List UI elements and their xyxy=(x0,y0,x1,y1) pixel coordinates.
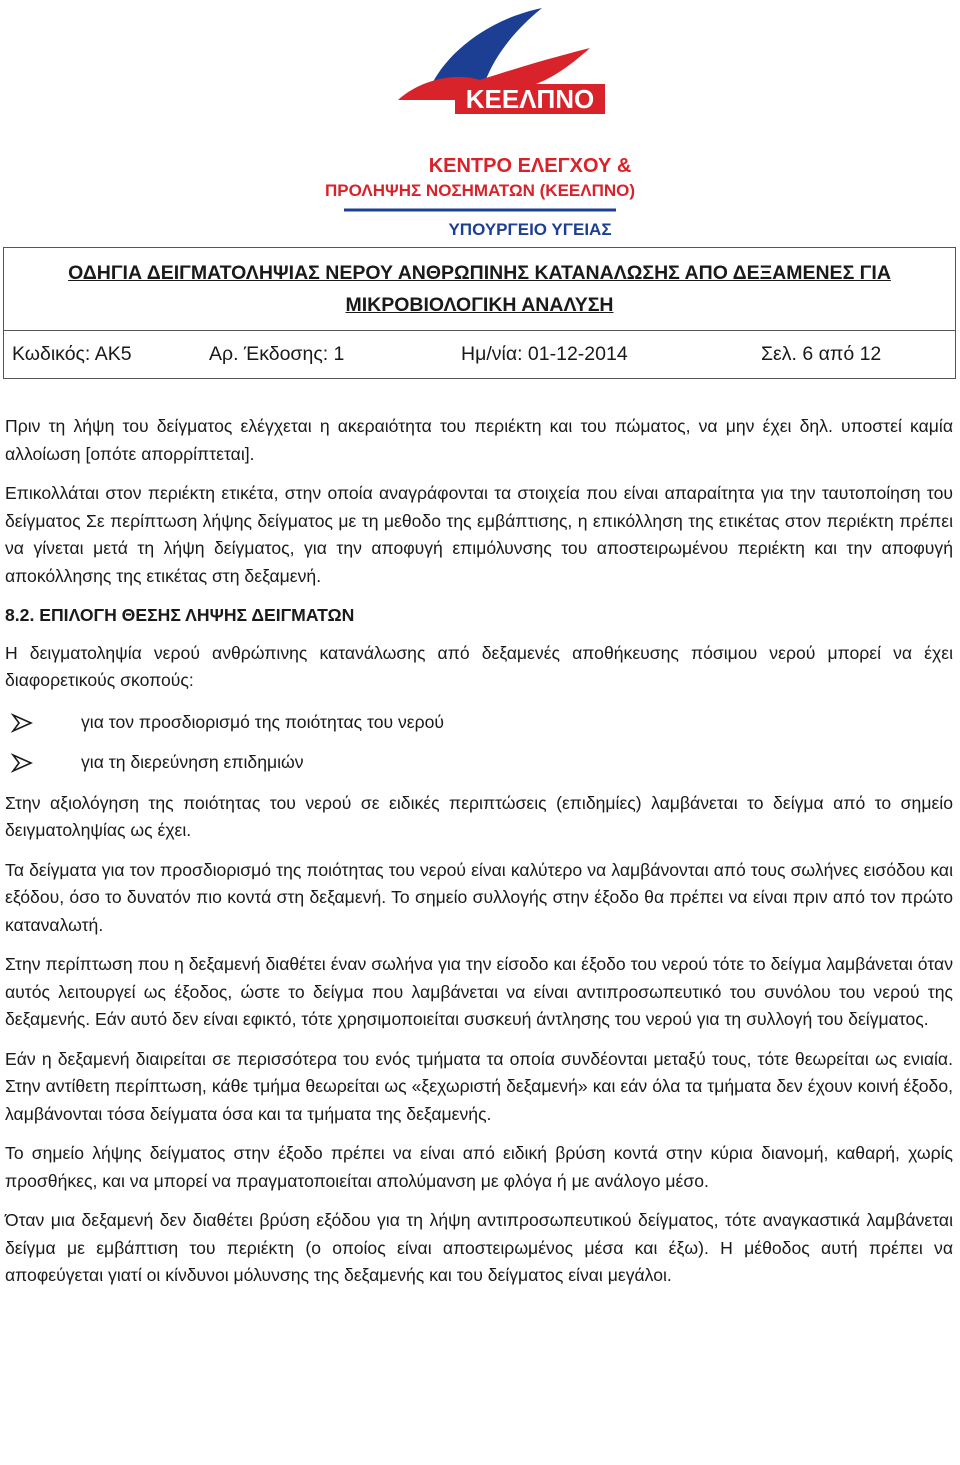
document-title-box xyxy=(3,247,956,331)
arrow-bullet-icon xyxy=(11,713,33,733)
paragraph-inlet-outlet: Τα δείγματα για τον προσδιορισμό της ποιότητας του νερού είναι καλύτερο να λαμβάνονται από τους σωλήνες εισόδου και εξόδου, όσο το δυνατόν πιο κοντά στη δεξαμενή. Το σημείο συλλογής στην έξοδο θα πρέπει να είναι πριν από τον πρώτο καταναλωτή. xyxy=(5,859,953,935)
paragraph-label: Επικολλάται στον περιέκτη ετικέτα, στην οποία αναγράφονται τα στοιχεία που είναι απαραίτητα για την ταυτοποίηση του δείγματος Σε περίπτωση λήψης δείγματος με τη μεθοδο της εμβάπτισης, η επικόλληση της ετικέτας στον περιέκτη πρέπει να γίνεται μετά τη λήψη δείγματος, για την αποφυγή επιμόλυνσης του αποστειρωμένου περιέκτη και την αποφυγή αποκόλλησης της ετικέτας στη δεξαμενή. xyxy=(5,483,953,586)
paragraph-immersion: Όταν μια δεξαμενή δεν διαθέτει βρύση εξόδου για τη λήψη αντιπροσωπευτικού δείγματος, τότε αναγκαστικά λαμβάνεται δείγμα με εμβάπτιση του περιέκτη (ο οποίος είναι αποστειρωμένος μέσα και έξω). Η μέθοδος αυτή πρέπει να αποφεύγεται γιατί οι κίνδυνοι μόλυνσης της δεξαμενής και του δείγματος είναι μεγάλοι. xyxy=(5,1210,953,1285)
page-number: Σελ. 6 από 12 xyxy=(761,343,882,365)
arrow-bullet-icon xyxy=(11,753,33,773)
keelpno-logo xyxy=(280,0,680,245)
document-title-line1: ΟΔΗΓΙΑ ΔΕΙΓΜΑΤΟΛΗΨΙΑΣ ΝΕΡΟΥ ΑΝΘΡΩΠΙΝΗΣ ΚΑΤΑΝΑΛΩΣΗΣ ΑΠΟ ΔΕΞΑΜΕΝΕΣ ΓΙΑ xyxy=(68,262,891,284)
document-meta-box xyxy=(3,331,956,379)
document-title-line2: ΜΙΚΡΟΒΙΟΛΟΓΙΚΗ ΑΝΑΛΥΣΗ xyxy=(345,294,614,316)
document-edition: Αρ. Έκδοσης: 1 xyxy=(209,343,345,365)
list-item-text: για τον προσδιορισμό της ποιότητας του νερού xyxy=(81,711,445,732)
paragraph-tap: Το σημείο λήψης δείγματος στην έξοδο πρέπει να είναι από ειδική βρύση κοντά στην κύρια διανομή, καθαρή, χωρίς προσθήκες, και να μπορεί να πραγματοποιείται απολύμανση με φλόγα ή με ανάλογο μέσο. xyxy=(5,1143,953,1191)
org-line2: ΠΡΟΛΗΨΗΣ ΝΟΣΗΜΑΤΩΝ (ΚΕΕΛΠΝΟ) xyxy=(324,181,636,200)
document-date: Ημ/νία: 01-12-2014 xyxy=(461,343,628,365)
paragraph-compartments: Εάν η δεξαμενή διαιρείται σε περισσότερα του ενός τμήματα τα οποία συνδέονται μεταξύ τους, τότε θεωρείται ως ενιαία. Στην αντίθετη περίπτωση, κάθε τμήμα θεωρείται ως «ξεχωριστή δεξαμενή» και εάν όλα τα τμήματα δεν έχουν κοινή έξοδο, λαμβάνονται τόσα δείγματα όσα και τα τμήματα της δεξαμενής. xyxy=(5,1048,953,1124)
list-item-text: για τη διερεύνηση επιδημιών xyxy=(81,752,304,772)
list-item xyxy=(5,709,953,737)
paragraph-epidemics: Στην αξιολόγηση της ποιότητας του νερού σε ειδικές περιπτώσεις (επιδημίες) λαμβάνεται το δείγμα από το σημείο δειγματοληψίας ως έχει. xyxy=(5,792,953,840)
brand-text: ΚΕΕΛΠΝΟ xyxy=(465,84,595,114)
paragraph-single-pipe: Στην περίπτωση που η δεξαμενή διαθέτει έναν σωλήνα για την είσοδο και έξοδο του νερού τότε το δείγμα λαμβάνεται όταν αυτός λειτουργεί ως έξοδος, ώστε το δείγμα που λαμβάνεται να είναι αντιπροσωπευτικό του συνόλου του νερού της δεξαμενής. Εάν αυτό δεν είναι εφικτό, τότε χρησιμοποιείται συσκευή άντλησης του νερού για τη συλλογή του δείγματος. xyxy=(5,954,953,1029)
paragraph-purposes: Η δειγματοληψία νερού ανθρώπινης κατανάλωσης από δεξαμενές αποθήκευσης πόσιμου νερού μπορεί να έχει διαφορετικούς σκοπούς: xyxy=(5,642,953,690)
document-body xyxy=(5,413,953,1290)
section-heading: 8.2. ΕΠΙΛΟΓΗ ΘΕΣΗΣ ΛΗΨΗΣ ΔΕΙΓΜΑΤΩΝ xyxy=(5,605,355,625)
ministry-text: ΥΠΟΥΡΓΕΙΟ ΥΓΕΙΑΣ xyxy=(448,220,612,239)
paragraph-container-check: Πριν τη λήψη του δείγματος ελέγχεται η ακεραιότητα του περιέκτη και του πώματος, να μην έχει δηλ. υποστεί καμία αλλοίωση [οπότε απορρίπτεται]. xyxy=(5,416,953,464)
document-code: Κωδικός: ΑΚ5 xyxy=(12,343,132,365)
purpose-list xyxy=(5,709,953,777)
org-line1: ΚΕΝΤΡΟ ΕΛΕΓΧΟΥ & xyxy=(428,155,632,177)
list-item xyxy=(5,749,953,777)
logo xyxy=(0,0,960,245)
